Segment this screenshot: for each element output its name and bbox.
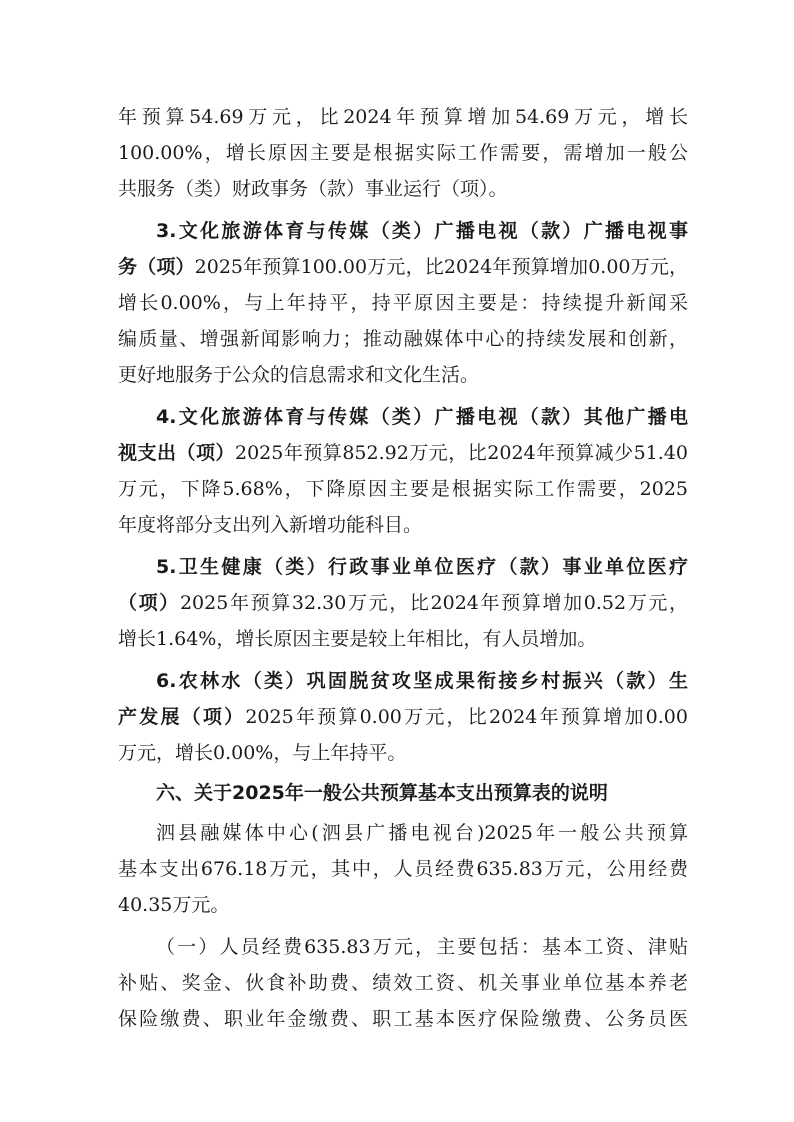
body-line: 补贴、奖金、伙食补助费、绩效工资、机关事业单位基本养老 xyxy=(118,972,688,994)
body-line: 编质量、增强新闻影响力；推动融媒体中心的持续发展和创新， xyxy=(118,328,688,350)
body-line: 共服务（类）财政事务（款）事业运行（项）。 xyxy=(118,178,508,200)
body-line: 万元，增长0.00%，与上年持平。 xyxy=(118,742,407,764)
body-line: 年度将部分支出列入新增功能科目。 xyxy=(118,514,423,536)
section-heading: 六、关于2025年一般公共预算基本支出预算表的说明 xyxy=(156,782,608,804)
body-line: 增长0.00%，与上年持平，持平原因主要是：持续提升新闻采 xyxy=(118,292,688,314)
body-line: （一）人员经费635.83万元，主要包括：基本工资、津贴 xyxy=(156,936,688,958)
body-line: 保险缴费、职业年金缴费、职工基本医疗保险缴费、公务员医 xyxy=(118,1008,688,1030)
body-line: 100.00%，增长原因主要是根据实际工作需要，需增加一般公 xyxy=(118,142,688,164)
body-line: 年预算54.69万元，比2024年预算增加54.69万元，增长 xyxy=(118,106,688,128)
body-line: 视支出（项）2025年预算852.92万元，比2024年预算减少51.40 xyxy=(118,442,688,464)
body-line: 务（项）2025年预算100.00万元，比2024年预算增加0.00万元， xyxy=(118,256,688,278)
body-line: 更好地服务于公众的信息需求和文化生活。 xyxy=(118,364,480,386)
item-heading-line: 5.卫生健康（类）行政事业单位医疗（款）事业单位医疗 xyxy=(156,556,688,578)
body-line: 万元，下降5.68%，下降原因主要是根据实际工作需要，2025 xyxy=(118,478,688,500)
body-line: （项）2025年预算32.30万元，比2024年预算增加0.52万元， xyxy=(118,592,688,614)
body-line: 产发展（项）2025年预算0.00万元，比2024年预算增加0.00 xyxy=(118,706,688,728)
item-heading-line: 3.文化旅游体育与传媒（类）广播电视（款）广播电视事 xyxy=(156,220,688,242)
item-heading-line: 4.文化旅游体育与传媒（类）广播电视（款）其他广播电 xyxy=(156,406,688,428)
body-line: 40.35万元。 xyxy=(118,894,230,916)
body-line: 泗县融媒体中心(泗县广播电视台)2025年一般公共预算 xyxy=(156,822,688,844)
item-heading-line: 6.农林水（类）巩固脱贫攻坚成果衔接乡村振兴（款）生 xyxy=(156,670,688,692)
body-line: 基本支出676.18万元，其中，人员经费635.83万元，公用经费 xyxy=(118,858,688,880)
body-line: 增长1.64%，增长原因主要是较上年相比，有人员增加。 xyxy=(118,628,597,650)
